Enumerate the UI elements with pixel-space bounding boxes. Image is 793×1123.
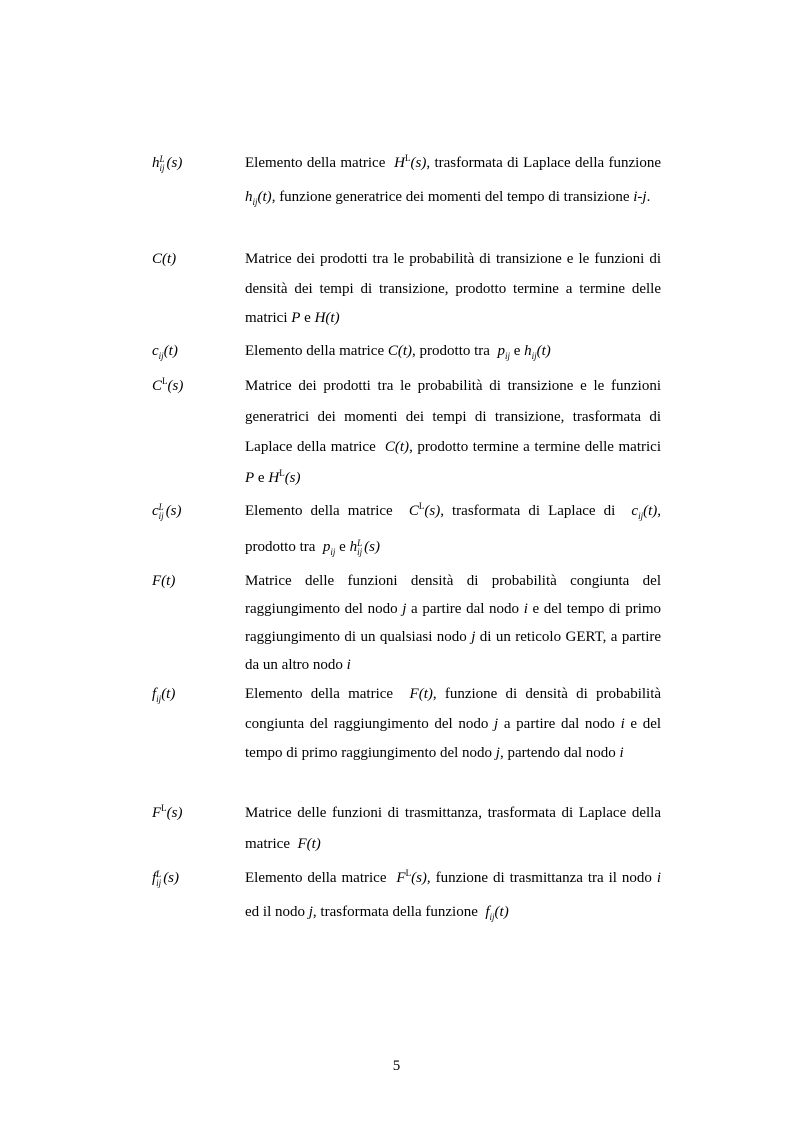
- entry-description: Matrice dei prodotti tra le probabilità di transizione e le funzioni generatrici dei momenti dei tempi di transizione, trasformata di Laplace della matrice C(t), prodotto termine a termine delle matrici P e $H^L(s)$: [245, 378, 661, 486]
- entry-symbol: $c_{ij}(t)$: [152, 343, 178, 361]
- page-number: 5: [392, 1058, 401, 1074]
- entry-description: Elemento della matrice C(t), prodotto tra $p_{ij}$ e $h_{ij}(t)$: [245, 343, 551, 361]
- entry-description: Elemento della matrice $H^L(s)$, trasformata di Laplace della funzione $h_{ij}(t)$, funzione generatrice dei momenti del tempo di transizione i-j.: [245, 153, 662, 207]
- entry-symbol: F(t): [152, 573, 176, 589]
- entry-description: Matrice delle funzioni di trasmittanza, trasformata di Laplace della matrice F(t): [245, 805, 661, 852]
- entry-description: Matrice delle funzioni densità di probabilità congiunta del raggiungimento del nodo j a partire dal nodo i e del tempo di primo raggiungimento di un qualsiasi nodo j di un reticolo GERT, a partire da un altro nodo i: [245, 573, 662, 673]
- entry-description: Matrice dei prodotti tra le probabilità di transizione e le funzioni di densità dei tempi di transizione, prodotto termine a termine delle matrici P e H(t): [245, 251, 661, 326]
- entry-symbol: h L ij (s): [152, 153, 183, 173]
- entry-symbol: $F^L(s)$: [152, 803, 183, 821]
- entry-symbol: $f_{ij}(t)$: [152, 686, 176, 704]
- entry-symbol: $C^L(s)$: [152, 376, 184, 394]
- entry-symbol: f L ij (s): [152, 868, 180, 888]
- entry-description: Elemento della matrice F(t), funzione di densità di probabilità congiunta del raggiungimento del nodo j a partire dal nodo i e del tempo di primo raggiungimento del nodo j, partendo dal nodo i: [245, 686, 662, 761]
- entry-description: Elemento della matrice $C^L(s)$, trasformata di Laplace di $c_{ij}(t)$, prodotto tra $p_{ij}$ e h L ij (s): [245, 501, 661, 557]
- entry-symbol: C(t): [152, 251, 177, 267]
- entry-description: Elemento della matrice $F^L(s)$, funzione di trasmittanza tra il nodo i ed il nodo j, trasformata della funzione $f_{ij}(t)$: [245, 868, 662, 922]
- entry-symbol: c L ij (s): [152, 501, 182, 521]
